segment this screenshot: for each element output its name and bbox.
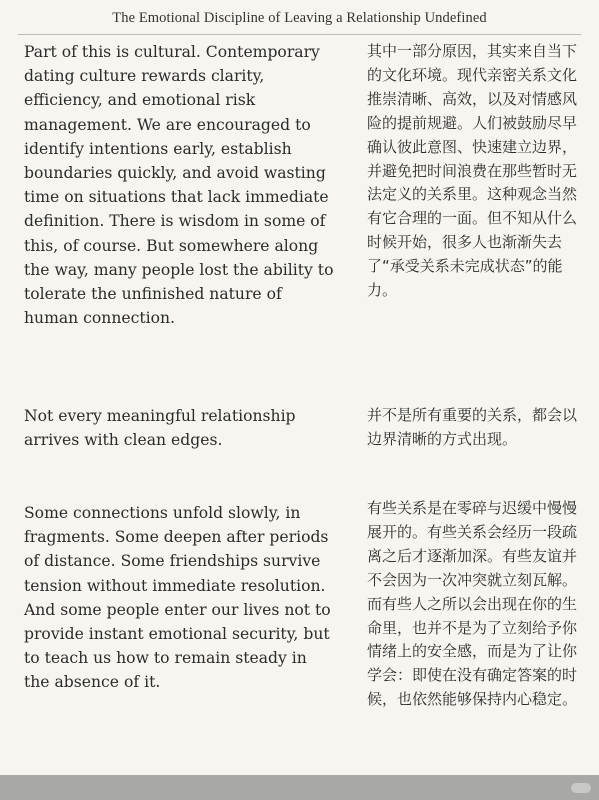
paragraph-1-chinese: 其中一部分原因，其实来自当下的文化环境。现代亲密关系文化推崇清晰、高效，以及对情感风险的提前规避。人们被鼓励尽早确认彼此意图、快速建立边界，并避免把时间浪费在那些暂时无法定义的关系里。这种观念当然有它合理的一面。但不知从什么时候开始，很多人也渐渐失去了“承受关系未完成状态”的能力。	[367, 42, 578, 300]
watermark-icon	[571, 783, 591, 793]
paragraph-2-english: Not every meaningful relationship arrives with clean edges.	[24, 407, 296, 450]
page-header	[0, 0, 599, 37]
paragraph-3-chinese: 有些关系是在零碎与迟缓中慢慢展开的。有些关系会经历一段疏离之后才逐渐加深。有些友谊并不会因为一次冲突就立刻瓦解。而有些人之所以会出现在你的生命里，也并不是为了立刻给予你情绪上的安全感，而是为了让你学会：即使在没有确定答案的时候，也依然能够保持内心稳定。	[367, 499, 578, 709]
paragraph-2-chinese: 并不是所有重要的关系，都会以边界清晰的方式出现。	[367, 406, 578, 448]
paragraph-1-english: Part of this is cultural. Contemporary dating culture rewards clarity, efficiency, and emotional risk management. We are encouraged to identify intentions early, establish boundaries quickly, and avoid wasting time on situations that lack immediate definition. There is wisdom in some of this, of course. But somewhere along the way, many people lost the ability to tolerate the unfinished nature of human connection.	[24, 43, 334, 328]
page-title: The Emotional Discipline of Leaving a Relationship Undefined	[112, 10, 487, 26]
bottom-bar	[0, 775, 599, 800]
header-divider	[18, 34, 581, 35]
paragraph-3-english: Some connections unfold slowly, in fragments. Some deepen after periods of distance. Some friendships survive tension without immediate resolution. And some people enter our lives not to provide instant emotional security, but to teach us how to remain steady in the absence of it.	[24, 504, 331, 692]
